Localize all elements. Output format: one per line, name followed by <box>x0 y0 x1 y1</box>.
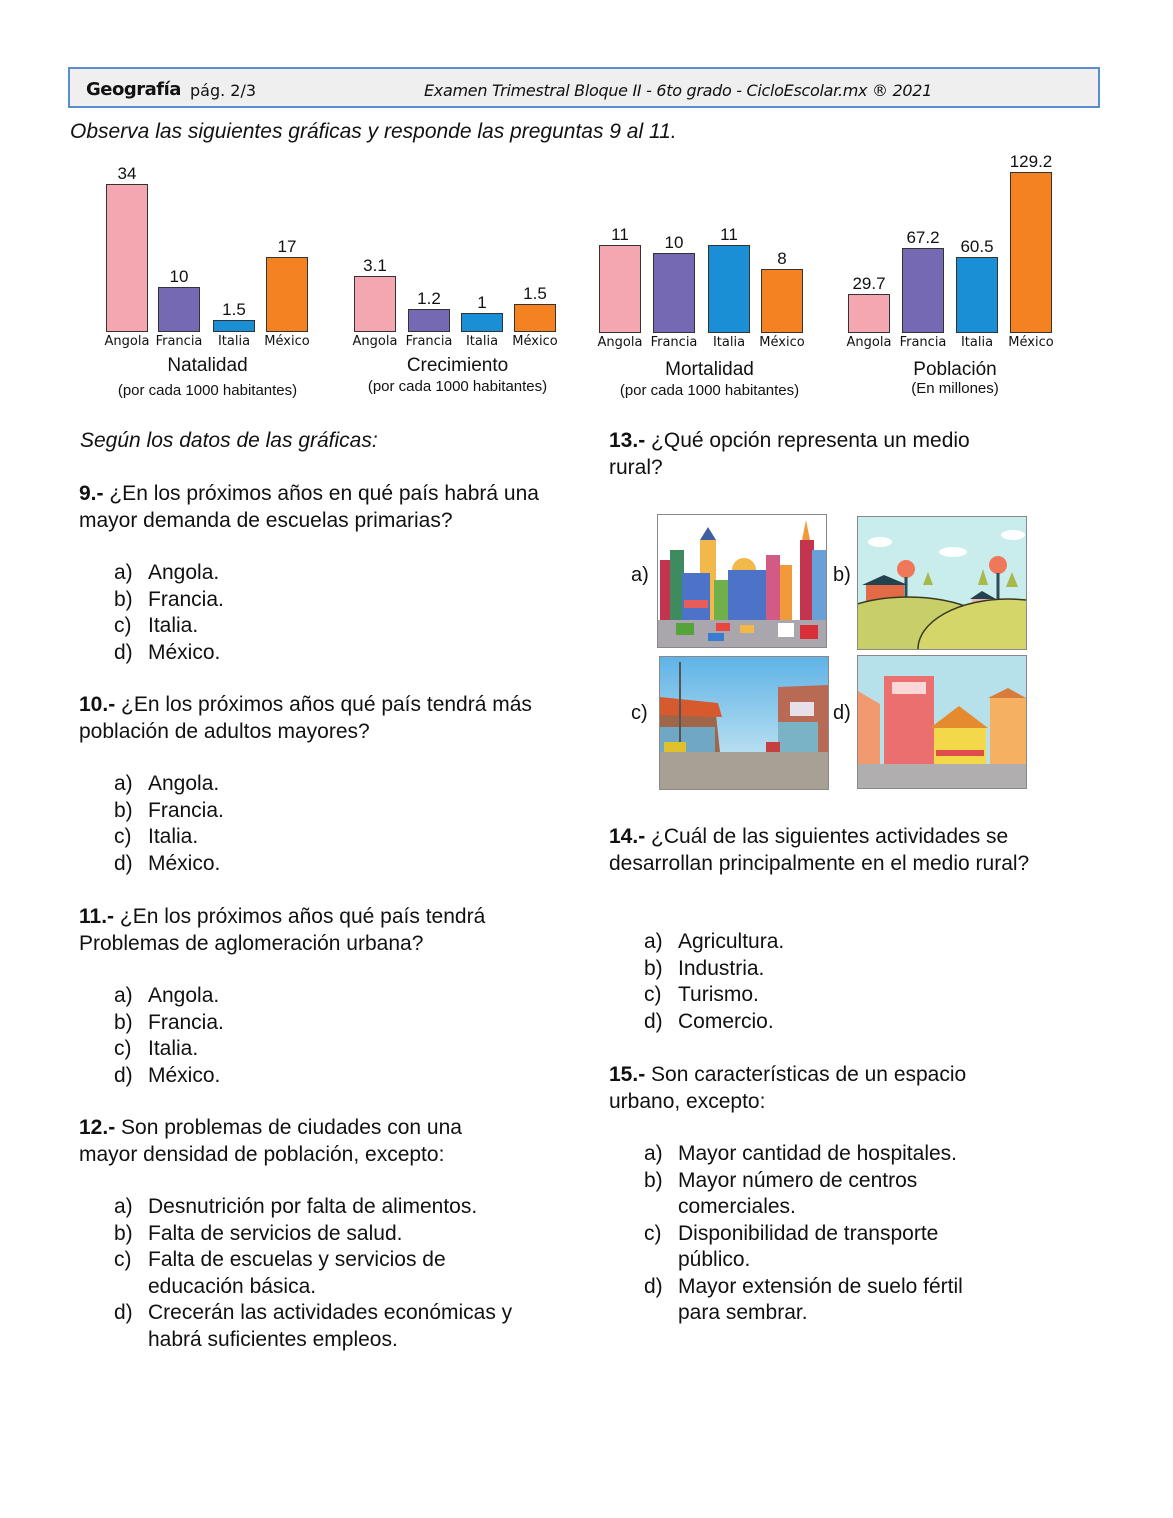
bar-category-label: Angola <box>846 334 892 350</box>
bar-category-label: Italia <box>712 334 746 350</box>
chart-subtitle: (por cada 1000 habitantes) <box>619 382 800 399</box>
bar-angola <box>846 274 892 350</box>
chart-mortalidad <box>597 150 822 410</box>
option-12a[interactable]: a) Desnutrición por falta de alimentos. <box>114 1195 478 1218</box>
bar-category-label: Francia <box>155 334 203 349</box>
bar-fill <box>902 248 944 333</box>
subject-title: Geografía <box>86 79 181 100</box>
bar-category-label: Francia <box>405 334 453 349</box>
options-12 <box>114 1194 544 1353</box>
bar-value-label: 1.5 <box>222 300 246 319</box>
option-10a[interactable]: a) Angola. <box>114 772 220 795</box>
question-14: 14.- ¿Cuál de las siguientes actividades se desarrollan principalmente en el medio rural? <box>609 825 1030 875</box>
chart-title: Crecimiento <box>406 355 509 376</box>
bar-francia <box>650 233 698 350</box>
option-14b[interactable]: b) Industria. <box>644 956 765 980</box>
chart-subtitle: (En millones) <box>911 380 999 397</box>
bar-francia <box>155 267 203 349</box>
instruction: Observa las siguientes gráficas y responde las preguntas 9 al 11. <box>70 120 677 143</box>
intro-text: Según los datos de las gráficas: <box>80 429 378 452</box>
option-9b[interactable]: b) Francia. <box>114 587 224 611</box>
page-header <box>68 67 1100 108</box>
option-14d[interactable]: d) Comercio. <box>644 1009 774 1033</box>
bar-fill <box>408 309 450 332</box>
bar-méxico <box>1008 152 1054 350</box>
option-14a[interactable]: a) Agricultura. <box>644 930 785 953</box>
bar-category-label: Angola <box>104 333 150 349</box>
bar-value-label: 10 <box>169 267 189 286</box>
bar-fill <box>653 253 695 333</box>
question-13: 13.- ¿Qué opción representa un medio rural? <box>609 429 970 479</box>
bar-category-label: Angola <box>352 334 398 349</box>
bar-fill <box>106 184 148 332</box>
options-15 <box>644 1141 1004 1327</box>
bar-value-label: 29.7 <box>852 274 886 294</box>
question-12: 12.- Son problemas de ciudades con una mayor densidad de población, excepto: <box>79 1116 462 1166</box>
bar-value-label: 129.2 <box>1009 152 1053 172</box>
bar-value-label: 1 <box>477 292 487 312</box>
bar-fill <box>354 276 396 332</box>
bar-angola <box>597 225 643 350</box>
bar-fill <box>213 320 255 332</box>
option-9d[interactable]: d) México. <box>114 640 221 664</box>
bar-value-label: 1.2 <box>417 289 441 308</box>
bar-fill <box>848 294 890 333</box>
bar-value-label: 11 <box>720 225 738 245</box>
image-b-rural[interactable] <box>857 516 1027 650</box>
question-15: 15.- Son características de un espacio urbano, excepto: <box>609 1063 967 1113</box>
bar-francia <box>899 228 947 350</box>
option-10c[interactable]: c) Italia. <box>114 825 199 848</box>
bar-value-label: 34 <box>117 163 137 183</box>
option-11c[interactable]: c) Italia. <box>114 1037 199 1060</box>
exam-title: Examen Trimestral Bloque II - 6to grado - CicloEscolar.mx ® 2021 <box>424 81 932 100</box>
bar-fill <box>158 287 200 332</box>
chart-title: Mortalidad <box>665 359 754 380</box>
options-14 <box>644 929 1044 1035</box>
bar-italia <box>213 300 255 349</box>
rural-images-grid <box>625 512 1035 792</box>
option-15b[interactable]: b) Mayor número de centros comerciales. <box>644 1168 918 1218</box>
question-9: 9.- ¿En los próximos años en qué país habrá una mayor demanda de escuelas primarias? <box>79 482 539 532</box>
bar-fill <box>1010 172 1052 333</box>
bar-category-label: México <box>1008 334 1054 350</box>
bar-fill <box>266 257 308 332</box>
option-12d[interactable]: d) Crecerán las actividades económicas y habrá suficientes empleos. <box>114 1301 513 1351</box>
bar-category-label: México <box>512 334 558 349</box>
option-10d[interactable]: d) México. <box>114 851 221 875</box>
option-10b[interactable]: b) Francia. <box>114 798 224 822</box>
bar-value-label: 8 <box>777 248 787 268</box>
bar-angola <box>352 255 398 349</box>
image-c-label: c) <box>631 702 648 724</box>
bar-fill <box>956 257 998 333</box>
bar-méxico <box>759 248 805 350</box>
image-a-label: a) <box>631 564 649 586</box>
image-b-label: b) <box>833 564 851 586</box>
bar-value-label: 10 <box>664 233 684 252</box>
bar-fill <box>514 304 556 332</box>
option-15a[interactable]: a) Mayor cantidad de hospitales. <box>644 1142 957 1165</box>
bar-value-label: 17 <box>277 236 297 256</box>
bar-méxico <box>264 236 310 349</box>
bar-value-label: 11 <box>611 225 629 245</box>
chart-subtitle: (por cada 1000 habitantes) <box>117 382 298 399</box>
bar-italia <box>461 292 503 349</box>
image-c-street[interactable] <box>659 656 829 790</box>
bar-category-label: Italia <box>465 334 499 349</box>
bar-category-label: Italia <box>217 334 251 349</box>
option-15c[interactable]: c) Disponibilidad de transporte público. <box>644 1221 939 1271</box>
options-9 <box>114 560 554 666</box>
bar-value-label: 60.5 <box>960 236 994 256</box>
bar-italia <box>708 225 750 350</box>
question-10: 10.- ¿En los próximos años qué país tendrá más población de adultos mayores? <box>79 693 532 743</box>
chart-crecimiento <box>350 150 565 410</box>
option-12c[interactable]: c) Falta de escuelas y servicios de educación básica. <box>114 1248 446 1298</box>
image-d-buildings[interactable] <box>857 655 1027 789</box>
chart-subtitle: (por cada 1000 habitantes) <box>367 378 548 395</box>
chart-población <box>845 150 1065 410</box>
image-a-city[interactable] <box>657 514 827 648</box>
bar-value-label: 1.5 <box>523 283 547 303</box>
bar-francia <box>405 289 453 349</box>
bar-angola <box>104 163 150 349</box>
bar-category-label: Francia <box>899 334 947 350</box>
chart-title: Natalidad <box>167 355 248 376</box>
option-14c[interactable]: c) Turismo. <box>644 983 759 1006</box>
bar-category-label: Italia <box>960 334 994 350</box>
bar-fill <box>708 245 750 333</box>
option-11a[interactable]: a) Angola. <box>114 984 220 1007</box>
option-11b[interactable]: b) Francia. <box>114 1010 224 1034</box>
bar-fill <box>761 269 803 333</box>
option-15d[interactable]: d) Mayor extensión de suelo fértil para sembrar. <box>644 1274 963 1324</box>
question-11: 11.- ¿En los próximos años qué país tendrá Problemas de aglomeración urbana? <box>79 905 486 955</box>
bar-category-label: Angola <box>597 334 643 350</box>
bar-value-label: 3.1 <box>363 255 387 275</box>
bar-fill <box>461 313 503 333</box>
options-11 <box>114 983 554 1089</box>
bar-category-label: México <box>264 333 310 349</box>
option-12b[interactable]: b) Falta de servicios de salud. <box>114 1221 403 1245</box>
bar-category-label: Francia <box>650 335 698 350</box>
page-number: pág. 2/3 <box>190 81 257 100</box>
option-9c[interactable]: c) Italia. <box>114 614 199 637</box>
option-11d[interactable]: d) México. <box>114 1063 221 1087</box>
chart-title: Población <box>913 359 997 380</box>
bar-méxico <box>512 283 558 349</box>
chart-natalidad <box>100 150 315 410</box>
bar-fill <box>599 245 641 333</box>
image-d-label: d) <box>833 702 851 724</box>
bar-italia <box>956 236 998 350</box>
bar-value-label: 67.2 <box>906 228 940 248</box>
options-10 <box>114 771 554 877</box>
option-9a[interactable]: a) Angola. <box>114 561 220 584</box>
bar-category-label: México <box>759 334 805 350</box>
